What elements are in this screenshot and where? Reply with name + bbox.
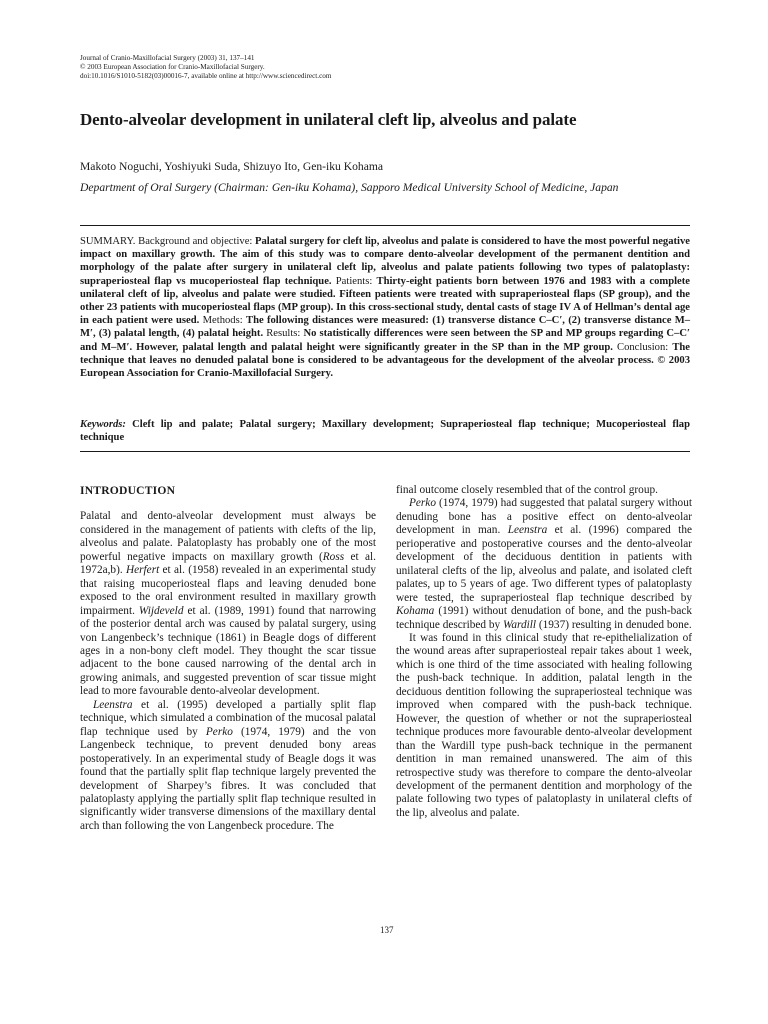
article-page: [80, 0, 690, 1024]
ref-leenstra: Leenstra: [93, 698, 133, 711]
results-label: Results:: [266, 328, 301, 340]
conclusion-text: The technique that leaves no denuded palatal bone is considered to be advantageous for the development of the alveolar process. © 2003 European Association for Cranio-Maxillofacial Surgery.: [80, 341, 690, 380]
copyright-line: © 2003 European Association for Cranio-Maxillofacial Surgery.: [80, 63, 265, 71]
article-title: Dento-alveolar development in unilateral cleft lip, alveolus and palate: [80, 110, 577, 129]
section-heading-introduction: INTRODUCTION: [80, 484, 176, 497]
keywords-text: Cleft lip and palate; Palatal surgery; Maxillary development; Supraperiosteal flap technique; Mucoperiosteal flap technique: [80, 419, 690, 444]
intro-paragraph-2: Leenstra et al. (1995) developed a partially split flap technique, which simulated a combination of the mucosal palatal flap technique used by Perko (1974, 1979) and the von Langenbeck technique, to prevent denuded bony areas postoperatively. In an experimental study of Beagle dogs it was found that the partially split flap technique largely prevented the development of Sharpey’s fibres. It was concluded that palatoplasty applying the partially split flap technique resulted in significantly wider transverse dimensions of the maxillary dental arch than following the von Langenbeck procedure. The: [80, 698, 377, 832]
methods-text: The following distances were measured: (1) transverse distance C–C′, (2) transverse distance M–M′, (3) palatal length, (4) palatal height.: [80, 315, 691, 340]
affiliation: Department of Oral Surgery (Chairman: Gen-iku Kohama), Sapporo Medical University School of Medicine, Japan: [80, 181, 619, 194]
summary-label: SUMMARY.: [80, 236, 136, 247]
ref-wijdeveld: Wijdeveld: [138, 604, 184, 617]
patients-label: Patients:: [335, 275, 373, 287]
ref-ross: Ross: [322, 550, 345, 563]
summary-abstract: [80, 235, 690, 380]
patients-text: Thirty-eight patients born between 1976 and 1983 with a complete unilateral cleft of lip, alveolus and palate were studied. Fifteen patients were treated with supraperiosteal flaps (SP group), and the other 23 patients with mucoperiosteal flaps (MP group). In this cross-sectional study, dental casts of stage IV A of Hellman’s dental age in each patient were used.: [80, 275, 690, 327]
ref-kohama: Kohama: [396, 605, 435, 618]
background-label: Background and objective:: [138, 236, 253, 247]
column-right: [396, 484, 692, 820]
intro-paragraph-3: final outcome closely resembled that of the control group.: [396, 484, 658, 496]
methods-label: Methods:: [202, 315, 243, 327]
ref-perko-2: Perko: [409, 497, 436, 510]
intro-paragraph-5: It was found in this clinical study that re-epithelialization of the wound areas after supraperiosteal repair takes about 1 week, which is one third of the time associated with healing following the push-back technique. In addition, palatal length in the deciduous dentition following the supraperiosteal technique was improved when compared with the push-back technique. However, the question of whether or not the supraperiosteal technique produces more favourable dento-alveolar development than the Wardill type push-back technique in the permanent dentition in man remained unanswered. The aim of this retrospective study was therefore to compare the dento-alveolar development of the permanent dentition and morphology of the palate following two types of palatoplasty in unilateral clefts of the lip, alveolus and palate.: [396, 631, 692, 819]
divider-bottom: [80, 451, 690, 452]
background-text: Palatal surgery for cleft lip, alveolus and palate is considered to have the most powerful negative impact on maxillary growth. The aim of this study was to compare dento-alveolar development of the permanent dentition and morphology of the palate after surgery in unilateral cleft lip, alveolus and palate patients following two types of palatoplasty: supraperiosteal flap vs mucoperiosteal flap technique.: [80, 236, 690, 287]
intro-paragraph-1: Palatal and dento-alveolar development must always be considered in the management of patients with clefts of the lip, alveolus and palate. Palatoplasty has probably one of the most powerful negative impacts on maxillary growth (Ross et al. 1972a,b). Herfert et al. (1958) revealed in an experimental study that raising mucoperiosteal flaps and leaving denuded bone exposed to the oral environment resulted in maxillary growth impairment. Wijdeveld et al. (1989, 1991) found that narrowing of the posterior dental arch was caused by palatal surgery, using von Langenbeck’s technique (1861) in Beagle dogs of different ages in a non-bony cleft model. They thought the scar tissue adjacent to the bone caused narrowing of the dental arch in growing animals, and suggested prevention of scar tissue might lead to more favourable dento-alveolar development.: [80, 510, 377, 698]
keywords: [80, 418, 690, 444]
ref-herfert: Herfert: [125, 564, 160, 577]
doi-line[interactable]: doi:10.1016/S1010-5182(03)00016-7, available online at http://www.sciencedirect.com: [80, 72, 332, 80]
page-number: 137: [380, 925, 394, 935]
ref-wardill: Wardill: [502, 618, 537, 631]
divider-top: [80, 225, 690, 226]
journal-citation: Journal of Cranio-Maxillofacial Surgery (2003) 31, 137–141: [80, 54, 255, 62]
journal-header: [80, 54, 331, 81]
intro-paragraph-4: Perko (1974, 1979) had suggested that palatal surgery without denuding bone has a positive effect on dento-alveolar development in man. Leenstra et al. (1996) compared the perioperative and postoperative courses and the dento-alveolar development of the deciduous dentition in patients with unilateral clefts of the lip, alveolus and palate, and isolated cleft palates, up to 5 years of age. Two different types of palatoplasty were tested, the supraperiosteal flap technique described by Kohama (1991) without denudation of bone, and the push-back technique described by Wardill (1937) resulting in denuded bone.: [396, 497, 692, 631]
conclusion-label: Conclusion:: [617, 341, 669, 353]
keywords-label: Keywords:: [80, 419, 126, 430]
ref-perko: Perko: [205, 725, 233, 738]
author-list: Makoto Noguchi, Yoshiyuki Suda, Shizuyo Ito, Gen-iku Kohama: [80, 160, 384, 173]
results-text: No statistically differences were seen between the SP and MP groups regarding C–C′ and M–M′. However, palatal length and palatal height were significantly greater in the SP than in the MP group.: [80, 328, 691, 353]
column-left: [80, 484, 376, 833]
ref-leenstra-2: Leenstra: [507, 524, 548, 537]
